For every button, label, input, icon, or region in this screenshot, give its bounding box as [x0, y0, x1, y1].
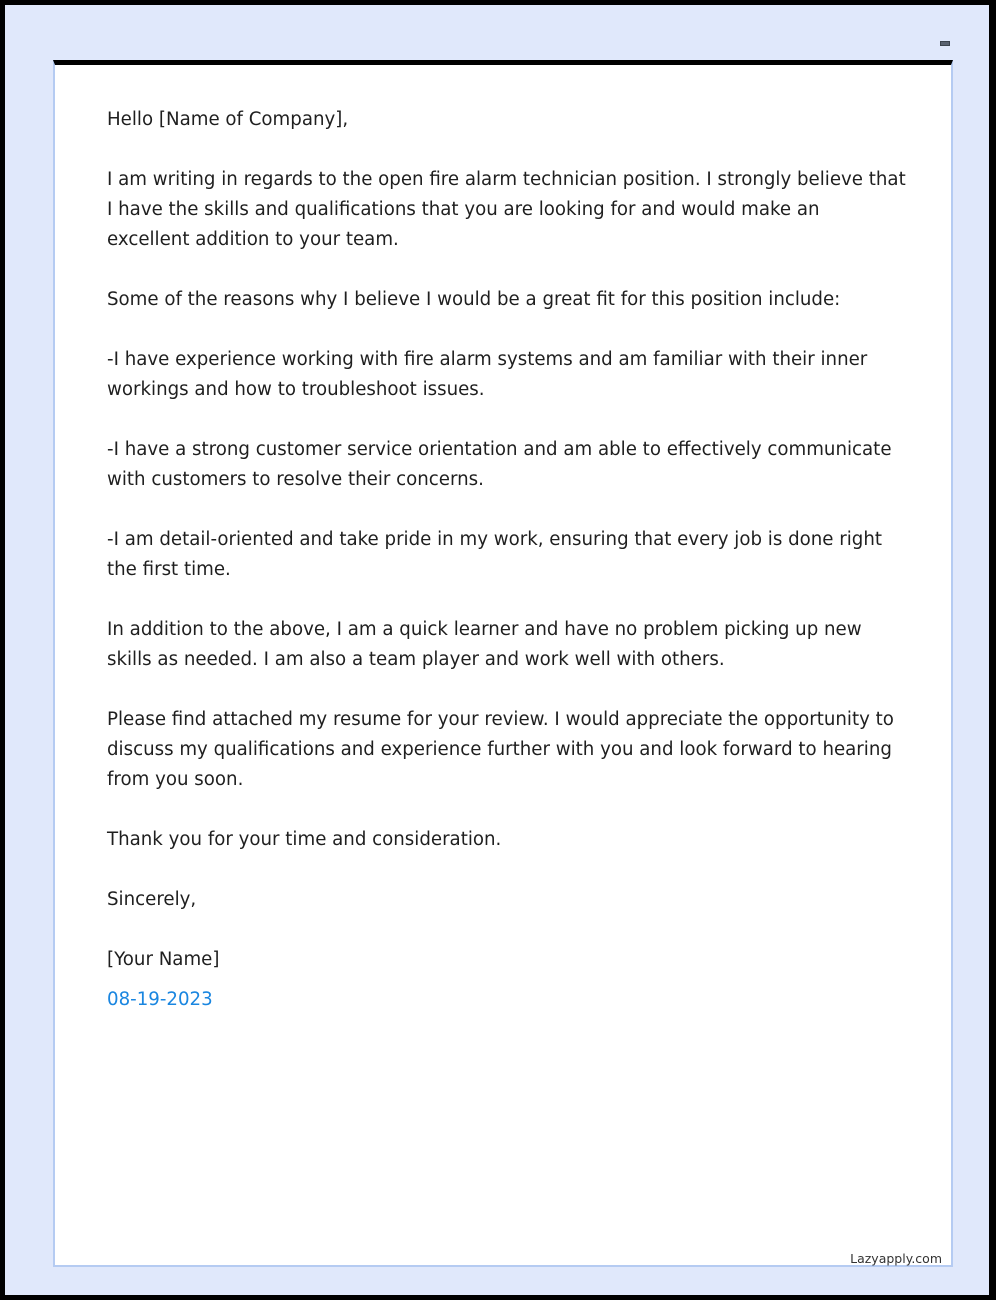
paragraph-intro: I am writing in regards to the open fire alarm technician position. I strongly believe that I have the skills and qualifications that you are looking for and would make an excellent addition to your team.	[107, 169, 906, 250]
bullet-detail-oriented: -I am detail-oriented and take pride in my work, ensuring that every job is done right the first time.	[107, 529, 883, 580]
closing: Sincerely,	[107, 889, 197, 910]
minimize-icon[interactable]	[940, 41, 950, 46]
signature: [Your Name]	[107, 949, 220, 970]
greeting: Hello [Name of Company],	[107, 109, 349, 130]
letter-body	[107, 105, 907, 1045]
paragraph-attachment: Please find attached my resume for your review. I would appreciate the opportunity to discuss my qualifications and experience further with you and look forward to hearing from you soon.	[107, 709, 894, 790]
paragraph-reasons: Some of the reasons why I believe I would be a great fit for this position include:	[107, 289, 841, 310]
bullet-customer-service: -I have a strong customer service orientation and am able to effectively communicate with customers to resolve their concerns.	[107, 439, 892, 490]
window-frame	[5, 5, 989, 1295]
cover-letter-page	[53, 60, 953, 1267]
brand-footer: Lazyapply.com	[850, 1251, 942, 1266]
bullet-experience: -I have experience working with fire alarm systems and am familiar with their inner workings and how to troubleshoot issues.	[107, 349, 868, 400]
letter-date: 08-19-2023	[107, 989, 213, 1010]
paragraph-additional: In addition to the above, I am a quick learner and have no problem picking up new skills as needed. I am also a team player and work well with others.	[107, 619, 862, 670]
paragraph-thanks: Thank you for your time and consideration.	[107, 829, 502, 850]
